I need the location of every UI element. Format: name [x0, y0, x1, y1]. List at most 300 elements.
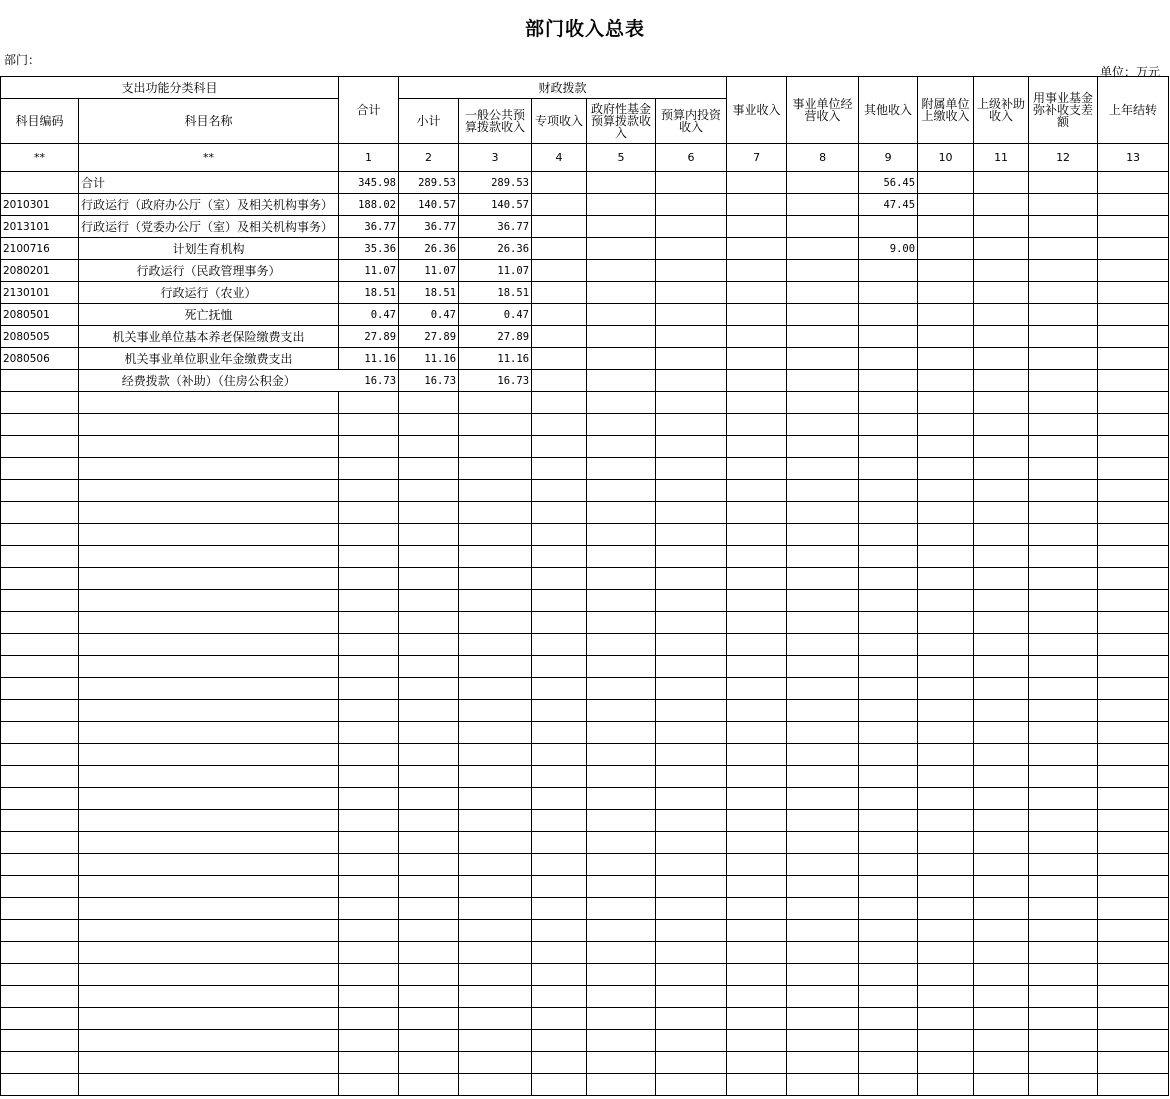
- empty-cell: [656, 1074, 727, 1096]
- empty-cell: [787, 722, 859, 744]
- empty-cell: [1029, 414, 1098, 436]
- empty-cell: [974, 348, 1029, 370]
- empty-cell: [918, 260, 974, 282]
- empty-cell: [459, 656, 532, 678]
- empty-cell: [339, 414, 399, 436]
- empty-cell: [459, 766, 532, 788]
- cell-other: [859, 260, 918, 282]
- empty-cell: [727, 942, 787, 964]
- empty-cell: [918, 414, 974, 436]
- empty-cell: [918, 964, 974, 986]
- empty-cell: [787, 788, 859, 810]
- empty-cell: [787, 700, 859, 722]
- empty-cell: [1, 678, 79, 700]
- empty-cell: [787, 304, 859, 326]
- empty-cell: [974, 744, 1029, 766]
- empty-cell: [459, 502, 532, 524]
- empty-cell: [459, 832, 532, 854]
- empty-cell: [787, 810, 859, 832]
- cell-code: 2100716: [1, 238, 79, 260]
- empty-cell: [587, 810, 656, 832]
- empty-cell: [587, 1052, 656, 1074]
- table-row: [1, 348, 1169, 370]
- empty-cell: [859, 568, 918, 590]
- empty-cell: [339, 458, 399, 480]
- empty-cell: [974, 678, 1029, 700]
- empty-cell: [532, 942, 587, 964]
- empty-cell: [1029, 502, 1098, 524]
- empty-cell: [1, 898, 79, 920]
- empty-cell: [656, 238, 727, 260]
- empty-cell: [532, 216, 587, 238]
- empty-cell: [532, 722, 587, 744]
- empty-cell: [918, 392, 974, 414]
- empty-cell: [787, 1074, 859, 1096]
- header-affiliated-income: 附属单位上缴收入: [918, 77, 974, 144]
- empty-cell: [79, 656, 339, 678]
- empty-cell: [1, 1052, 79, 1074]
- cell-name: 机关事业单位职业年金缴费支出: [79, 348, 339, 370]
- cell-total: 11.16: [339, 348, 399, 370]
- empty-cell: [79, 678, 339, 700]
- empty-cell: [1, 480, 79, 502]
- empty-row: [1, 524, 1169, 546]
- empty-cell: [859, 1008, 918, 1030]
- empty-cell: [727, 326, 787, 348]
- empty-cell: [532, 1008, 587, 1030]
- empty-cell: [974, 480, 1029, 502]
- cell-name: 合计: [79, 172, 339, 194]
- empty-cell: [656, 414, 727, 436]
- empty-cell: [532, 1074, 587, 1096]
- empty-cell: [918, 502, 974, 524]
- empty-cell: [859, 700, 918, 722]
- department-label: 部门：: [4, 53, 41, 67]
- empty-cell: [974, 1074, 1029, 1096]
- empty-cell: [787, 920, 859, 942]
- empty-cell: [1098, 766, 1169, 788]
- empty-cell: [532, 370, 587, 392]
- empty-cell: [859, 502, 918, 524]
- empty-cell: [532, 656, 587, 678]
- empty-cell: [727, 590, 787, 612]
- empty-cell: [974, 260, 1029, 282]
- empty-cell: [1098, 854, 1169, 876]
- empty-cell: [459, 678, 532, 700]
- empty-cell: [859, 810, 918, 832]
- empty-cell: [532, 304, 587, 326]
- empty-cell: [1098, 590, 1169, 612]
- empty-cell: [587, 458, 656, 480]
- empty-cell: [79, 612, 339, 634]
- empty-cell: [1029, 458, 1098, 480]
- empty-cell: [727, 678, 787, 700]
- empty-row: [1, 546, 1169, 568]
- empty-cell: [1, 722, 79, 744]
- empty-cell: [587, 590, 656, 612]
- empty-cell: [974, 766, 1029, 788]
- empty-cell: [399, 392, 459, 414]
- empty-cell: [1098, 1030, 1169, 1052]
- empty-cell: [79, 898, 339, 920]
- empty-cell: [1029, 590, 1098, 612]
- empty-cell: [459, 414, 532, 436]
- empty-cell: [532, 194, 587, 216]
- empty-cell: [459, 722, 532, 744]
- cell-subtotal: 140.57: [399, 194, 459, 216]
- empty-cell: [1, 436, 79, 458]
- header-subtotal: 小计: [399, 99, 459, 144]
- empty-row: [1, 612, 1169, 634]
- empty-cell: [859, 436, 918, 458]
- empty-cell: [656, 678, 727, 700]
- cell-other: [859, 348, 918, 370]
- empty-cell: [459, 788, 532, 810]
- empty-cell: [339, 392, 399, 414]
- header-special-income: 专项收入: [532, 99, 587, 144]
- empty-cell: [587, 194, 656, 216]
- empty-cell: [656, 546, 727, 568]
- empty-cell: [399, 810, 459, 832]
- index-cell: **: [79, 144, 339, 172]
- empty-cell: [1029, 546, 1098, 568]
- empty-cell: [656, 172, 727, 194]
- empty-row: [1, 656, 1169, 678]
- empty-cell: [727, 480, 787, 502]
- cell-code: 2080501: [1, 304, 79, 326]
- empty-cell: [339, 1008, 399, 1030]
- empty-cell: [1098, 612, 1169, 634]
- empty-cell: [727, 238, 787, 260]
- empty-cell: [1029, 1008, 1098, 1030]
- empty-cell: [787, 744, 859, 766]
- empty-cell: [587, 260, 656, 282]
- empty-cell: [787, 546, 859, 568]
- empty-cell: [1098, 876, 1169, 898]
- empty-row: [1, 920, 1169, 942]
- empty-cell: [459, 854, 532, 876]
- empty-cell: [918, 788, 974, 810]
- empty-cell: [532, 568, 587, 590]
- empty-cell: [1098, 216, 1169, 238]
- empty-cell: [339, 678, 399, 700]
- empty-cell: [787, 876, 859, 898]
- empty-cell: [727, 700, 787, 722]
- empty-cell: [918, 678, 974, 700]
- empty-cell: [532, 326, 587, 348]
- empty-cell: [656, 348, 727, 370]
- empty-cell: [79, 876, 339, 898]
- index-cell: 3: [459, 144, 532, 172]
- empty-cell: [1, 1030, 79, 1052]
- cell-name: 行政运行（农业）: [79, 282, 339, 304]
- empty-cell: [459, 744, 532, 766]
- empty-cell: [1029, 1052, 1098, 1074]
- index-cell: 13: [1098, 144, 1169, 172]
- empty-cell: [399, 524, 459, 546]
- empty-cell: [587, 942, 656, 964]
- empty-cell: [532, 392, 587, 414]
- empty-cell: [787, 1052, 859, 1074]
- cell-subtotal: 11.07: [399, 260, 459, 282]
- empty-cell: [656, 194, 727, 216]
- empty-cell: [859, 678, 918, 700]
- empty-cell: [1098, 1074, 1169, 1096]
- empty-cell: [974, 876, 1029, 898]
- empty-cell: [1029, 744, 1098, 766]
- empty-cell: [727, 1030, 787, 1052]
- header-other-income: 其他收入: [859, 77, 918, 144]
- empty-cell: [1098, 392, 1169, 414]
- empty-cell: [1029, 1030, 1098, 1052]
- empty-cell: [339, 436, 399, 458]
- empty-cell: [532, 612, 587, 634]
- cell-other: 47.45: [859, 194, 918, 216]
- empty-cell: [1029, 194, 1098, 216]
- empty-cell: [399, 700, 459, 722]
- empty-cell: [1098, 1052, 1169, 1074]
- empty-cell: [532, 172, 587, 194]
- empty-cell: [79, 744, 339, 766]
- empty-cell: [339, 854, 399, 876]
- empty-cell: [859, 656, 918, 678]
- empty-cell: [532, 744, 587, 766]
- empty-cell: [656, 898, 727, 920]
- empty-cell: [974, 172, 1029, 194]
- empty-cell: [656, 458, 727, 480]
- empty-cell: [974, 370, 1029, 392]
- empty-cell: [656, 810, 727, 832]
- empty-cell: [399, 590, 459, 612]
- empty-cell: [974, 304, 1029, 326]
- empty-cell: [918, 282, 974, 304]
- empty-cell: [532, 810, 587, 832]
- index-cell: **: [1, 144, 79, 172]
- empty-cell: [1, 788, 79, 810]
- empty-cell: [859, 1074, 918, 1096]
- empty-cell: [1, 810, 79, 832]
- empty-cell: [918, 1052, 974, 1074]
- empty-cell: [918, 348, 974, 370]
- empty-cell: [1, 832, 79, 854]
- empty-row: [1, 392, 1169, 414]
- empty-cell: [459, 1052, 532, 1074]
- empty-cell: [918, 1030, 974, 1052]
- empty-cell: [918, 832, 974, 854]
- empty-cell: [1098, 304, 1169, 326]
- empty-cell: [859, 722, 918, 744]
- empty-cell: [787, 568, 859, 590]
- empty-cell: [974, 1030, 1029, 1052]
- cell-general: 289.53: [459, 172, 532, 194]
- empty-cell: [787, 1008, 859, 1030]
- empty-cell: [399, 502, 459, 524]
- empty-cell: [339, 480, 399, 502]
- cell-other: [859, 304, 918, 326]
- page-title: 部门收入总表: [524, 18, 645, 40]
- empty-cell: [399, 832, 459, 854]
- empty-row: [1, 766, 1169, 788]
- empty-cell: [656, 260, 727, 282]
- empty-cell: [727, 414, 787, 436]
- index-cell: 4: [532, 144, 587, 172]
- empty-row: [1, 942, 1169, 964]
- empty-cell: [1, 1074, 79, 1096]
- empty-cell: [787, 854, 859, 876]
- empty-cell: [399, 568, 459, 590]
- empty-cell: [918, 194, 974, 216]
- empty-cell: [532, 480, 587, 502]
- empty-cell: [918, 744, 974, 766]
- cell-name: 经费拨款（补助）（住房公积金）: [79, 370, 339, 392]
- empty-cell: [918, 942, 974, 964]
- empty-cell: [974, 414, 1029, 436]
- empty-cell: [79, 480, 339, 502]
- empty-cell: [532, 766, 587, 788]
- empty-cell: [787, 282, 859, 304]
- empty-cell: [339, 634, 399, 656]
- empty-cell: [532, 854, 587, 876]
- empty-cell: [399, 942, 459, 964]
- empty-row: [1, 480, 1169, 502]
- header-code: 科目编码: [1, 99, 79, 144]
- cell-total: 188.02: [339, 194, 399, 216]
- empty-cell: [1029, 964, 1098, 986]
- empty-cell: [459, 458, 532, 480]
- empty-cell: [1, 546, 79, 568]
- empty-cell: [79, 1074, 339, 1096]
- empty-cell: [974, 964, 1029, 986]
- empty-cell: [79, 568, 339, 590]
- empty-cell: [459, 524, 532, 546]
- empty-cell: [787, 480, 859, 502]
- empty-cell: [974, 216, 1029, 238]
- cell-code: 2080506: [1, 348, 79, 370]
- empty-cell: [532, 260, 587, 282]
- empty-cell: [339, 722, 399, 744]
- empty-cell: [787, 172, 859, 194]
- empty-row: [1, 1030, 1169, 1052]
- empty-cell: [587, 1008, 656, 1030]
- empty-cell: [727, 260, 787, 282]
- empty-row: [1, 568, 1169, 590]
- empty-row: [1, 414, 1169, 436]
- empty-cell: [656, 524, 727, 546]
- empty-cell: [727, 1008, 787, 1030]
- empty-cell: [918, 590, 974, 612]
- empty-cell: [974, 326, 1029, 348]
- empty-cell: [787, 766, 859, 788]
- empty-cell: [727, 502, 787, 524]
- index-cell: 1: [339, 144, 399, 172]
- empty-cell: [656, 590, 727, 612]
- empty-cell: [1098, 788, 1169, 810]
- empty-cell: [1, 942, 79, 964]
- empty-cell: [1098, 634, 1169, 656]
- empty-cell: [727, 172, 787, 194]
- empty-cell: [974, 502, 1029, 524]
- empty-cell: [79, 458, 339, 480]
- empty-cell: [656, 612, 727, 634]
- cell-general: 36.77: [459, 216, 532, 238]
- empty-cell: [339, 568, 399, 590]
- empty-cell: [459, 546, 532, 568]
- empty-cell: [532, 458, 587, 480]
- empty-cell: [1, 612, 79, 634]
- cell-general: 18.51: [459, 282, 532, 304]
- empty-cell: [727, 722, 787, 744]
- empty-cell: [339, 590, 399, 612]
- empty-cell: [339, 524, 399, 546]
- empty-cell: [1, 392, 79, 414]
- empty-cell: [587, 568, 656, 590]
- empty-cell: [339, 986, 399, 1008]
- empty-cell: [918, 810, 974, 832]
- empty-cell: [1, 854, 79, 876]
- empty-cell: [587, 832, 656, 854]
- empty-row: [1, 744, 1169, 766]
- cell-total: 18.51: [339, 282, 399, 304]
- empty-cell: [787, 326, 859, 348]
- empty-cell: [79, 524, 339, 546]
- empty-cell: [587, 502, 656, 524]
- empty-cell: [1029, 942, 1098, 964]
- empty-cell: [399, 612, 459, 634]
- empty-cell: [656, 788, 727, 810]
- empty-cell: [656, 722, 727, 744]
- empty-cell: [79, 392, 339, 414]
- cell-name: 机关事业单位基本养老保险缴费支出: [79, 326, 339, 348]
- cell-subtotal: 16.73: [399, 370, 459, 392]
- empty-cell: [918, 700, 974, 722]
- empty-cell: [399, 898, 459, 920]
- empty-cell: [727, 546, 787, 568]
- empty-cell: [918, 458, 974, 480]
- empty-cell: [587, 326, 656, 348]
- empty-cell: [974, 612, 1029, 634]
- empty-cell: [974, 568, 1029, 590]
- empty-cell: [459, 612, 532, 634]
- cell-subtotal: 11.16: [399, 348, 459, 370]
- empty-cell: [787, 238, 859, 260]
- empty-cell: [1098, 436, 1169, 458]
- empty-cell: [974, 392, 1029, 414]
- empty-cell: [1098, 568, 1169, 590]
- empty-cell: [587, 172, 656, 194]
- empty-cell: [339, 1074, 399, 1096]
- empty-cell: [727, 810, 787, 832]
- index-cell: 11: [974, 144, 1029, 172]
- index-cell: 2: [399, 144, 459, 172]
- empty-cell: [79, 854, 339, 876]
- empty-cell: [399, 1052, 459, 1074]
- empty-cell: [339, 788, 399, 810]
- empty-cell: [399, 1074, 459, 1096]
- empty-row: [1, 502, 1169, 524]
- cell-other: 9.00: [859, 238, 918, 260]
- empty-cell: [79, 810, 339, 832]
- empty-cell: [859, 898, 918, 920]
- empty-cell: [459, 700, 532, 722]
- cell-general: 0.47: [459, 304, 532, 326]
- empty-cell: [974, 788, 1029, 810]
- empty-cell: [399, 854, 459, 876]
- empty-cell: [587, 634, 656, 656]
- empty-cell: [587, 678, 656, 700]
- empty-cell: [1098, 898, 1169, 920]
- empty-cell: [859, 546, 918, 568]
- cell-total: 16.73: [339, 370, 399, 392]
